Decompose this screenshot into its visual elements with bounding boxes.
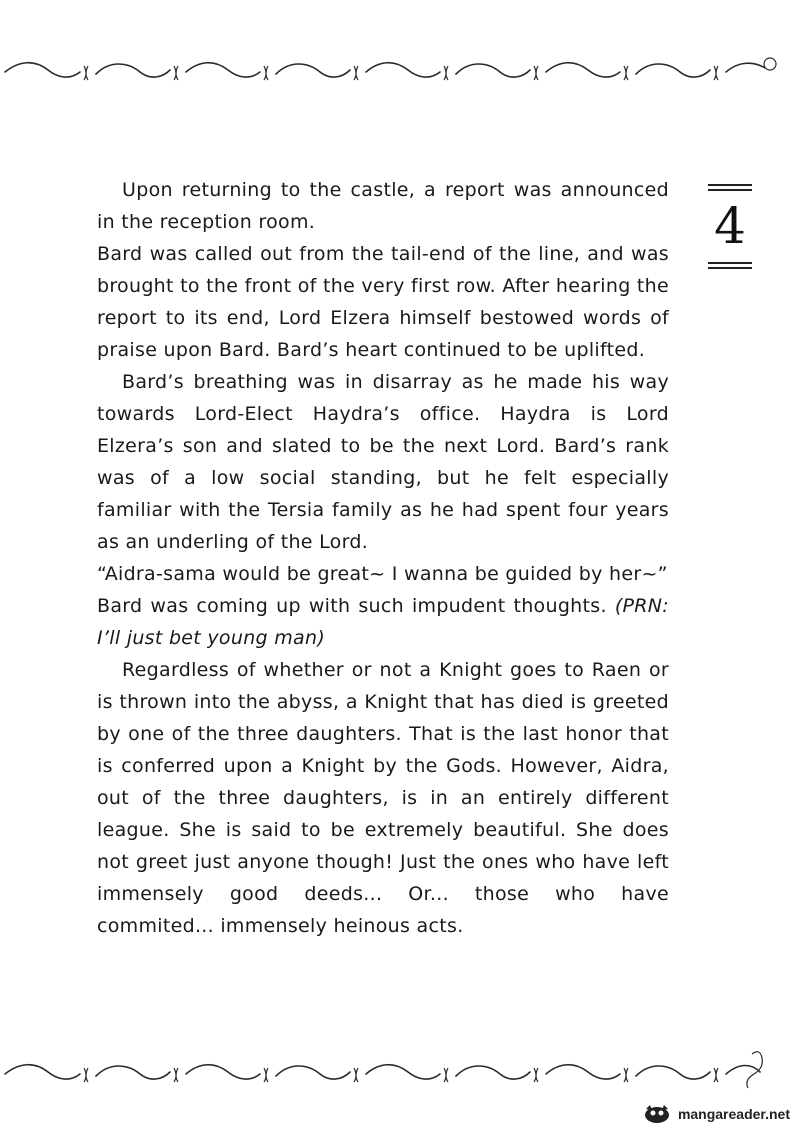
paragraph: Upon returning to the castle, a report was announced in the reception room. — [97, 179, 669, 233]
watermark-text: mangareader.net — [677, 1106, 790, 1122]
mascot-icon — [642, 1103, 672, 1125]
paragraph: Regardless of whether or not a Knight goes to Raen or is thrown into the abyss, a Knight that has died is greeted by one of the three daughters. That is the last honor that is conferred upon a Knight by the Gods. However, Aidra, out of the three daughters, is in an entirely different league. She is said to be extremely beautiful. She does not greet just anyone though! Just the ones who have left immensely good deeds... Or... those who have commited... immensely heinous acts. — [97, 659, 669, 937]
watermark — [642, 1100, 790, 1128]
thought-paragraph — [97, 590, 669, 654]
ornamental-border-bottom — [0, 1040, 800, 1100]
translator-note: (PRN: I’ll just bet young man) — [97, 595, 669, 649]
thought-text: Bard was coming up with such impudent thoughts. — [97, 595, 607, 617]
chapter-rule-bottom-inner — [708, 262, 752, 264]
ornamental-border-top — [0, 42, 800, 102]
chapter-number: 4 — [714, 197, 746, 255]
chapter-marker — [700, 178, 756, 274]
paragraph: Bard was called out from the tail-end of the line, and was brought to the front of the very first row. After hearing the report to its end, Lord Elzera himself bestowed words of praise upon Bard. Bard’s heart continued to be uplifted. — [97, 243, 669, 361]
chapter-rule-bottom — [708, 267, 752, 269]
paragraph: Bard’s breathing was in disarray as he made his way towards Lord-Elect Haydra’s office. Haydra is Lord Elzera’s son and slated to be the next Lord. Bard’s rank was of a low social standing, but he felt especially familiar with the Tersia family as he had spent four years as an underling of the Lord. — [97, 371, 669, 553]
dialogue-line: “Aidra-sama would be great~ I wanna be guided by her~” — [97, 563, 668, 585]
chapter-rule-top — [708, 184, 752, 186]
story-text — [97, 174, 669, 942]
chapter-rule-top-inner — [708, 189, 752, 191]
